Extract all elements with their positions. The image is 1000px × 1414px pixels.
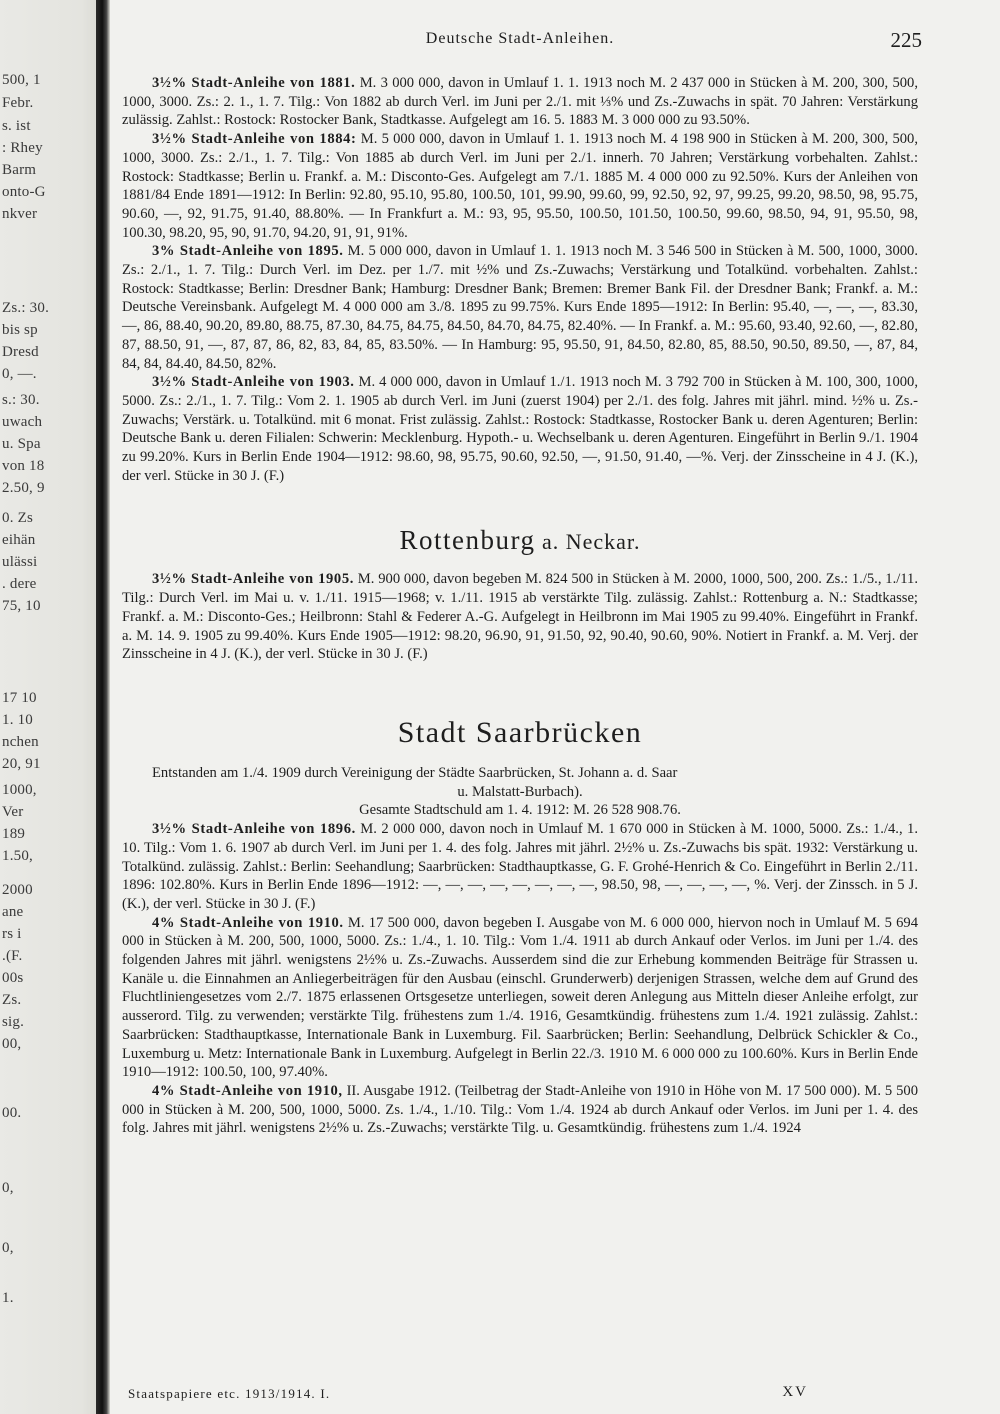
margin-text-fragment: 189 [2, 826, 26, 842]
bond-description: M. 2 000 000, davon noch in Umlauf M. 1 670 000 in Stücken à M. 1000, 5000. Zs.: 1./4., 1. 10. Tilg.: Vom 1. 6. 1907 ab durch Verl. im Juni per 1. 4. des folg. Jahres mit jährl. 2½% u. Zs.-Zuwachs bis spät. 1932: Verstärkung u. Totalkünd. zulässig. Zahlst.: Berlin: Seehandlung; Saarbrücken: Stadthauptkasse, G. F. Grohé-Henrich & Co. Eingeführt in Berlin 2./11. 1896: 102.80%. Kurs in Berlin Ende 1896—1912: —, —, —, —, —, —, —, —, 98.50, 98, —, —, —, —, %. Verj. der Zinssch. in 5 J. (K.), der verl. Stücke in 30 J. (F.) [122, 821, 918, 912]
margin-text-fragment: 75, 10 [2, 598, 41, 614]
margin-text-fragment: 17 10 [2, 690, 37, 706]
margin-text-fragment: onto-G [2, 184, 46, 200]
bond-title: 3% Stadt-Anleihe von 1895. [152, 243, 344, 260]
section-heading-rottenburg [122, 525, 918, 556]
bond-title: 4% Stadt-Anleihe von 1910, [152, 1082, 343, 1099]
margin-text-fragment: 20, 91 [2, 756, 41, 772]
bond-title: 3½% Stadt-Anleihe von 1905. [152, 571, 354, 588]
margin-text-fragment: 1. [2, 1290, 14, 1306]
margin-text-fragment: 0, [2, 1180, 14, 1196]
margin-text-fragment: Zs.: 30. [2, 300, 50, 316]
bond-title: 3½% Stadt-Anleihe von 1881. [152, 75, 356, 91]
margin-text-fragment: 1000, [2, 782, 37, 798]
margin-text-fragment: 2.50, 9 [2, 480, 45, 496]
margin-text-fragment: 0, [2, 1240, 14, 1256]
margin-text-fragment: rs i [2, 926, 22, 942]
running-title: Deutsche Stadt-Anleihen. [425, 30, 615, 47]
margin-text-fragment: 1. 10 [2, 712, 33, 728]
margin-text-fragment: ulässi [2, 554, 38, 570]
margin-text-fragment: 00, [2, 1036, 22, 1052]
bond-title: 3½% Stadt-Anleihe von 1903. [152, 374, 355, 391]
previous-page-margin [0, 0, 102, 1414]
footer-signature-mark: XV [782, 1384, 808, 1400]
footer-imprint: Staatspapiere etc. 1913/1914. I. [128, 1386, 331, 1401]
bond-description: M. 5 000 000, davon in Umlauf 1. 1. 1913 noch M. 3 546 500 in Stücken à M. 500, 1000, 3000. Zs.: 2./1., 1. 7. Tilg.: Durch Verl. im Dez. per 1./7. mit ½% und Zs.-Zuwachs; Verstärkung und Totalkünd. vorbehalten. Zahlst.: Rostock: Stadtkasse; Berlin: Dresdner Bank; Hamburg: Dresdner Bank; Bremen: Bremer Bank Fil. der Dresdner Bank; Frankf. a. M.: Deutsche Vereinsbank. Aufgelegt M. 4 000 000 am 3./8. 1895 zu 99.75%. Kurs Ende 1895—1912: In Berlin: 95.40, —, —, —, 83.30, —, 86, 88.40, 90.20, 89.80, 88.75, 87.30, 84.75, 84.75, 84.50, 84.70, 84.75, 82.40%. — In Frankf. a. M.: 95.60, 93.40, 92.60, —, 82.80, 87, 88.50, 91, —, 87, 87, 86, 82, 83, 84, 85, 83.50%. — In Hamburg: 95, 95.50, 91, 84.50, 82.80, 85, 88.50, 90.50, 89.50, —, 87, 84, 84, 84, 84.40, 84.50, 82%. [122, 243, 918, 372]
bond-description: M. 4 000 000, davon in Umlauf 1./1. 1913 noch M. 3 792 700 in Stücken à M. 100, 300, 1000, 5000. Zs.: 2./1., 1. 7. Tilg.: Vom 2. 1. 1905 ab durch Verl. im Juni (zuerst 1904) per 2./1. des folg. Jahres mit jährl. mind. ½% u. Zs.-Zuwachs; Verstärk. u. Totalkünd. mit 6 monat. Frist zulässig. Zahlst.: Rostock: Stadtkasse, Rostocker Bank u. deren Agenturen; Berlin: Deutsche Bank u. deren Filialen: Schwerin: Mecklenburg. Hypoth.- u. Wechselbank u. deren Agenturen. Eingeführt in Berlin 9./1. 1904 zu 99.20%. Kurs in Berlin Ende 1904—1912: 98.60, 98, 95.75, 90.60, 92.50, —, 91.50, 91.40, —%. Verj. der Zinsscheine in 4 J. (K.), der verl. Stücke in 30 J. (F.) [122, 374, 918, 484]
margin-text-fragment: 500, 1 [2, 72, 41, 88]
margin-text-fragment: ane [2, 904, 24, 920]
section-intro-continued: u. Malstatt-Burbach). [457, 783, 583, 800]
margin-text-fragment: nkver [2, 206, 38, 222]
margin-text-fragment: sig. [2, 1014, 25, 1030]
page-content [122, 0, 922, 1414]
margin-text-fragment: Ver [2, 804, 24, 820]
bond-entry [122, 74, 918, 130]
margin-text-fragment: . dere [2, 576, 37, 592]
margin-text-fragment: bis sp [2, 322, 38, 338]
section-heading-suffix: a. Neckar. [535, 529, 641, 555]
book-gutter [96, 0, 110, 1414]
margin-text-fragment: : Rhey [2, 140, 43, 156]
margin-text-fragment: 00s [2, 970, 24, 986]
bond-title: 4% Stadt-Anleihe von 1910. [152, 914, 344, 931]
bond-entry [122, 373, 918, 485]
margin-text-fragment: .(F. [2, 948, 23, 964]
bond-entry [122, 914, 918, 1082]
bond-description: M. 17 500 000, davon begeben I. Ausgabe von M. 6 000 000, hiervon noch in Umlauf M. 5 694 000 in Stücken à M. 200, 500, 1000, 5000. Zs.: 1./4., 1. 10. Tilg.: Vom 1./4. 1911 ab durch Ankauf oder Verlos. im Juni per 1./4. des folgenden Jahres mit jährl. wenigstens 2½% u. Zs.-Zuwachs. Ausserdem sind die zur Erhebung kommenden Beiträge für Strassen u. Kanäle u. die Einnahmen an Anliegerbeiträgen für den Ausbau (einschl. Grunderwerb) derjenigen Strassen, welche dem auf Grund des Fluchtliniengesetzes vom 2./7. 1875 erlassenen Ortsgesetze unterliegen, soweit deren Anlegung aus Mitteln dieser Anleihe erfolgt, zur ausserord. Tilg. zu verwenden; verstärkte Tilg. frühestens zum 1./4. 1916, Gesamtkündig. frühestens zum 1./4. 1921 zulässig. Zahlst.: Saarbrücken: Stadthauptkasse, Internationale Bank in Luxemburg. Fil. Saarbrücken; Berlin: Seehandlung, Delbrück Schickler & Co., Luxemburg u. Metz: Internationale Bank in Luxemburg. Aufgelegt in Berlin 22./3. 1910 M. 6 000 000 zu 100.60%. Kurs in Berlin Ende 1910—1912: 100.50, 100, 97.40%. [122, 914, 918, 1081]
margin-text-fragment: uwach [2, 414, 43, 430]
section-intro: Entstanden am 1./4. 1909 durch Vereinigung der Städte Saarbrücken, St. Johann a. d. Saar [152, 764, 678, 781]
bond-entry [122, 242, 918, 373]
margin-text-fragment: Febr. [2, 95, 34, 111]
section-heading-main: Rottenburg [399, 525, 536, 556]
margin-text-fragment: u. Spa [2, 436, 41, 452]
section-heading-saarbruecken: Stadt Saarbrücken [397, 715, 643, 749]
margin-text-fragment: s. ist [2, 118, 31, 134]
bond-entry [122, 1082, 918, 1138]
bond-entry [122, 570, 918, 664]
bond-entry [122, 130, 918, 242]
margin-text-fragment: eihän [2, 532, 36, 548]
body-text [122, 74, 918, 1138]
margin-text-fragment: Dresd [2, 344, 39, 360]
bond-description: M. 5 000 000, davon in Umlauf 1. 1. 1913 noch M. 4 198 900 in Stücken à M. 200, 300, 500, 1000, 3000. Zs.: 2./1., 1. 7. Tilg.: Von 1885 ab durch Verl. im Juni per 2./1. innerh. 70 Jahren; Verstärkung vorbehalten. Zahlst.: Rostock: Stadtkasse; Berlin u. Frankf. a. M.: Disconto-Ges. Aufgelegt am 7./1. 1885 M. 4 000 000 zu 92.50%. Kurs der Anleihen von 1881/84 Ende 1891—1912: In Berlin: 92.80, 95.10, 95.80, 100.50, 101, 99.90, 99.60, 99, 92.50, 92, 97, 99.25, 99.20, 98.50, 98, 95.75, 90.60, —, 92, 91.75, 91.40, 88.80%. — In Frankfurt a. M.: 93, 95, 95.50, 100.50, 101.50, 100.50, 99.60, 98.50, 94, 91, 95.50, 98, 100.30, 98.20, 95, 90, 91.70, 94.20, 91, 91, 91%. [122, 131, 918, 241]
margin-text-fragment: Barm [2, 162, 37, 178]
margin-text-fragment: 0, —. [2, 366, 37, 382]
page-number: 225 [890, 28, 922, 52]
bond-description: II. Ausgabe 1912. (Teilbetrag der Stadt-Anleihe von 1910 in Höhe von M. 17 500 000). M. 5 500 000 in Stücken à M. 200, 500, 1000, 5000. Zs. 1./4., 1./10. Tilg.: Vom 1./4. 1924 ab durch Ankauf oder Verlos. im Juni per 1. 4. des folg. Jahres mit jährl. wenigstens 2½% u. Zs.-Zuwachs; verstärkte Tilg. u. Gesamtkündig. frühestens zum 1./4. 1924 [122, 1082, 918, 1137]
margin-text-fragment: Zs. [2, 992, 22, 1008]
margin-text-fragment: 00. [2, 1105, 22, 1121]
bond-description: M. 900 000, davon begeben M. 824 500 in Stücken à M. 2000, 1000, 500, 200. Zs.: 1./5., 1./11. Tilg.: Durch Verl. im Mai u. v. 1./11. 1915—1968; v. 1./11. 1915 ab verstärkte Tilg. zulässig. Zahlst.: Rottenburg a. N.: Stadtkasse; Frankf. a. M.: Disconto-Ges.; Heilbronn: Stahl & Federer A.-G. Aufgelegt in Heilbronn im Mai 1905 zu 99.40%. Eingeführt in Frankf. a. M. 14. 9. 1905 zu 99.40%. Kurs Ende 1905—1912: 98.20, 96.90, 91, 91.50, 92, 90.40, 90.60, 90%. Notiert in Frankf. a. M. Verj. der Zinsscheine in 4 J. (K.), der verl. Stücke in 30 J. (F.) [122, 571, 918, 663]
margin-text-fragment: s.: 30. [2, 392, 40, 408]
margin-text-fragment: von 18 [2, 458, 45, 474]
total-debt-line: Gesamte Stadtschuld am 1. 4. 1912: M. 26 528 908.76. [359, 802, 681, 819]
bond-description: M. 3 000 000, davon in Umlauf 1. 1. 1913 noch M. 2 437 000 in Stücken à M. 200, 300, 500, 1000, 3000. Zs.: 2. 1., 1. 7. Tilg.: Von 1882 ab durch Verl. im Juni per 2./1. mit ⅓% und Zs.-Zuwachs in spät. 70 Jahren: Verstärkung zulässig. Zahlst.: Rostock: Rostocker Bank, Stadtkasse. Aufgelegt am 16. 5. 1883 M. 3 000 000 zu 93.50%. [122, 75, 918, 129]
margin-text-fragment: 1.50, [2, 848, 33, 864]
bond-entry [122, 820, 918, 914]
margin-text-fragment: 0. Zs [2, 510, 33, 526]
bond-title: 3½% Stadt-Anleihe von 1884: [152, 131, 357, 148]
bond-title: 3½% Stadt-Anleihe von 1896. [152, 821, 356, 838]
margin-text-fragment: 2000 [2, 882, 33, 898]
margin-text-fragment: nchen [2, 734, 39, 750]
